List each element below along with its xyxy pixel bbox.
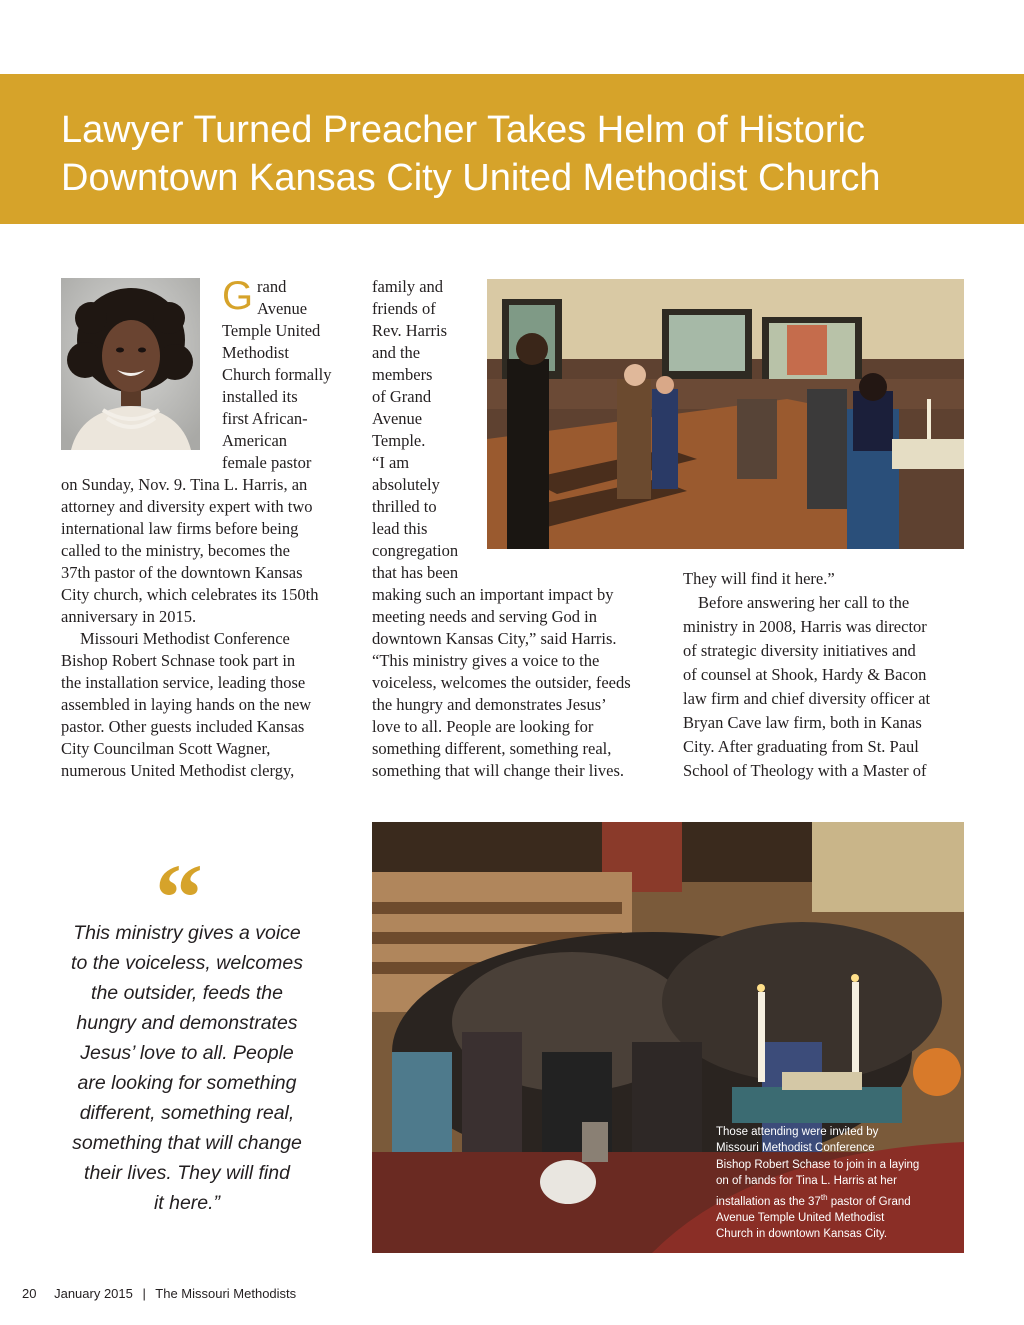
body-line: absolutely [372, 475, 440, 494]
body-line: ministry in 2008, Harris was director [683, 617, 927, 636]
body-line: that has been [372, 563, 459, 582]
issue-date: January 2015 [54, 1286, 133, 1301]
body-line: something that will change their lives. [372, 761, 625, 780]
body-line: meeting needs and serving God in [372, 607, 597, 626]
body-line: “I am [372, 453, 410, 472]
body-line: called to the ministry, becomes the [61, 541, 290, 560]
body-line: School of Theology with a Master of [683, 761, 927, 780]
photo-caption: Those attending were invited by Missouri Methodist Conference Bishop Robert Schase to join in a laying on of hands for Tina L. Harris at her installation as the 37th pastor of Grand Avenue Temple United Methodist Church in downtown Kansas City. [716, 1126, 920, 1241]
body-line: City church, which celebrates its 150th [61, 585, 319, 604]
page-footer [22, 1286, 310, 1301]
body-line: first African- [222, 409, 308, 428]
body-line: something different, something real, [372, 739, 612, 758]
body-line: family and [372, 277, 444, 296]
body-line: downtown Kansas City,” said Harris. [372, 629, 617, 648]
body-line: Rev. Harris [372, 321, 447, 340]
drop-cap: G [222, 274, 254, 318]
body-line: Temple. [372, 431, 426, 450]
body-line: international law firms before being [61, 519, 299, 538]
body-line: They will find it here.” [683, 569, 835, 588]
body-line: attorney and diversity expert with two [61, 497, 313, 516]
body-line: Missouri Methodist Conference [80, 629, 290, 648]
body-line: voiceless, welcomes the outsider, feeds [372, 673, 631, 692]
body-line: Methodist [222, 343, 289, 362]
body-line: assembled in laying hands on the new [61, 695, 312, 714]
body-line: lead this [372, 519, 428, 538]
quote-mark-icon: “ [155, 844, 203, 951]
headline-banner [0, 74, 1024, 224]
body-line: on Sunday, Nov. 9. Tina L. Harris, an [61, 475, 308, 494]
body-line: law firm and chief diversity officer at [683, 689, 931, 708]
body-line: numerous United Methodist clergy, [61, 761, 295, 780]
body-line: Avenue [257, 299, 308, 318]
body-line: of strategic diversity initiatives and [683, 641, 916, 660]
body-line: friends of [372, 299, 436, 318]
church-interior-photo [487, 279, 964, 549]
body-line: the hungry and demonstrates Jesus’ [372, 695, 607, 714]
body-line: the installation service, leading those [61, 673, 306, 692]
body-line: and the [372, 343, 421, 362]
portrait-photo [61, 278, 200, 450]
body-line: pastor. Other guests included Kansas [61, 717, 305, 736]
body-line: anniversary in 2015. [61, 607, 197, 626]
body-line: rand [257, 277, 287, 296]
body-line: Church formally [222, 365, 332, 384]
body-line: of Grand [372, 387, 432, 406]
body-line: Temple United [222, 321, 321, 340]
body-line: of counsel at Shook, Hardy & Bacon [683, 665, 927, 684]
body-line: “This ministry gives a voice to the [372, 651, 600, 670]
body-line: City. After graduating from St. Paul [683, 737, 919, 756]
footer-separator: | [142, 1286, 146, 1301]
body-line: Bryan Cave law firm, both in Kanas [683, 713, 922, 732]
headline: Lawyer Turned Preacher Takes Helm of Historic Downtown Kansas City United Methodist Church [61, 109, 881, 199]
body-line: Bishop Robert Schnase took part in [61, 651, 296, 670]
publication-name: The Missouri Methodists [155, 1286, 297, 1301]
body-line: Before answering her call to the [698, 593, 910, 612]
body-line: making such an important impact by [372, 585, 614, 604]
body-line: Avenue [372, 409, 423, 428]
body-line: thrilled to [372, 497, 437, 516]
body-line: love to all. People are looking for [372, 717, 594, 736]
body-line: 37th pastor of the downtown Kansas [61, 563, 303, 582]
body-line: members [372, 365, 433, 384]
body-line: installed its [222, 387, 298, 406]
body-line: female pastor [222, 453, 312, 472]
body-line: congregation [372, 541, 459, 560]
page-number: 20 [22, 1286, 37, 1301]
pull-quote: This ministry gives a voice to the voiceless, welcomes the outsider, feeds the hungry and demonstrates Jesus’ love to all. People are looking for something different, something real, something that will change their lives. They will find it here.” [71, 922, 303, 1214]
body-line: City Councilman Scott Wagner, [61, 739, 271, 758]
body-line: American [222, 431, 288, 450]
